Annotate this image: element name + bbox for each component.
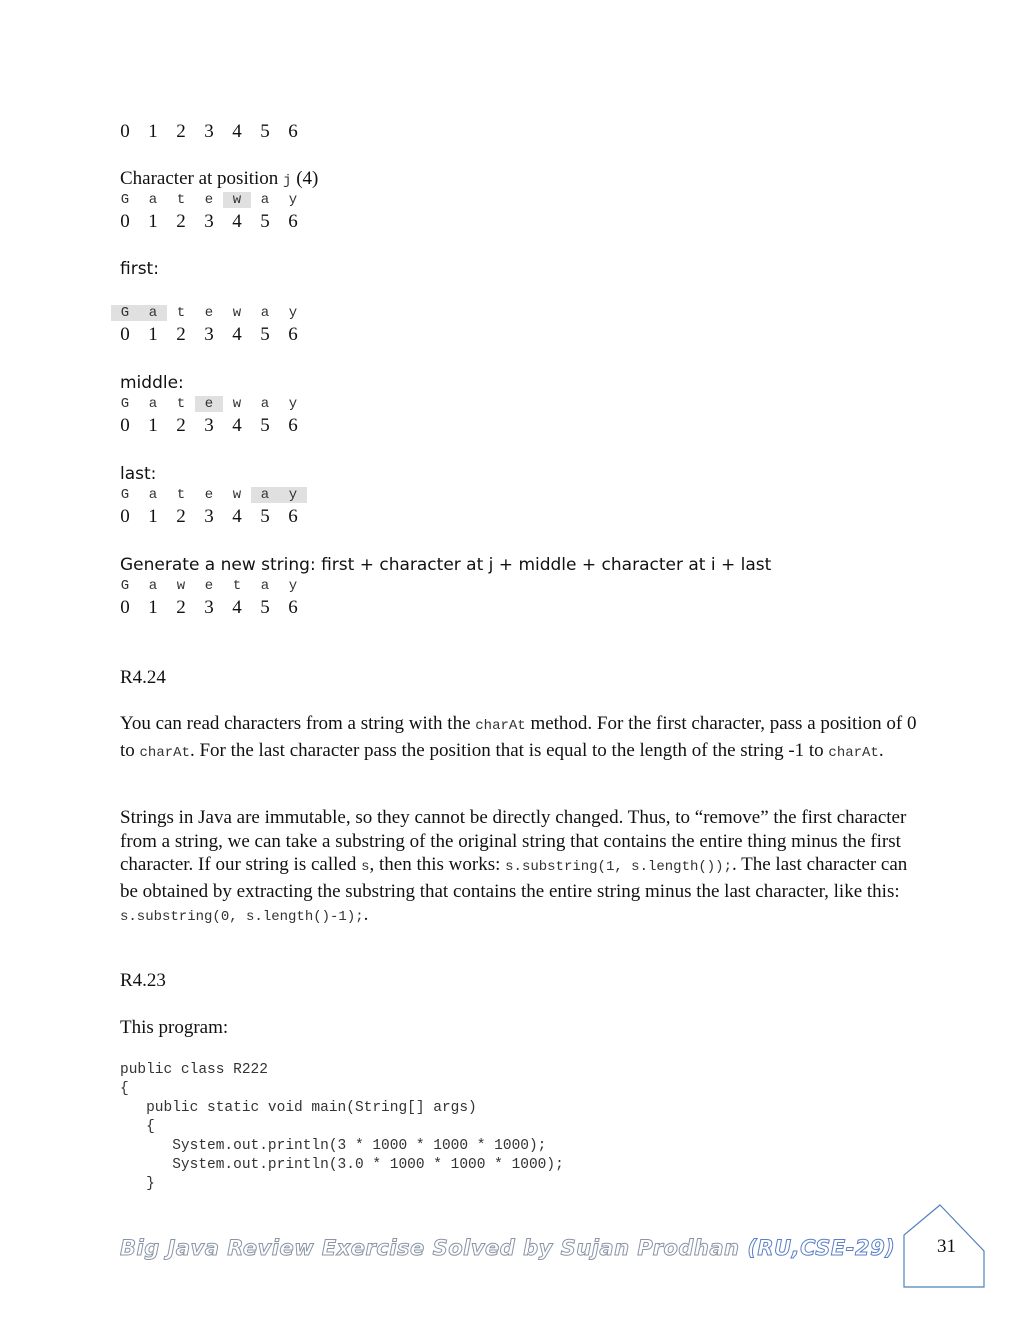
index-digit: 2 — [176, 597, 186, 618]
letter-cell: G — [120, 192, 130, 208]
letter-cell: w — [176, 578, 186, 594]
letter-cell: a — [148, 578, 158, 594]
letter-cell: e — [204, 487, 214, 503]
index-digit: 1 — [148, 415, 158, 436]
letter-cell: y — [288, 305, 298, 321]
letter-cell-highlighted: e — [195, 396, 223, 412]
letter-cell: G — [120, 578, 130, 594]
text: Strings in Java are immutable, so they cannot be directly changed. Thus, to “remove” the first character from a string, we can take a substring of the original string that contains the entire thing minus the first character. If our string is called — [120, 807, 907, 875]
index-digit: 0 — [120, 415, 130, 436]
index-digit: 6 — [288, 121, 298, 142]
index-digit: 3 — [204, 211, 214, 232]
letter-cell: G — [120, 396, 130, 412]
code-inline: s.substring(1, s.length()); — [505, 859, 732, 875]
letter-cell: a — [260, 192, 270, 208]
code-inline: charAt — [828, 744, 879, 761]
index-digit: 0 — [120, 121, 130, 142]
letter-cell: t — [176, 396, 186, 412]
letter-cell: a — [148, 192, 158, 208]
text: You can read characters from a string with the — [120, 713, 476, 734]
index-digit: 1 — [148, 324, 158, 345]
code-line: { — [120, 1081, 129, 1097]
index-digit: 4 — [232, 506, 242, 527]
letter-cell: e — [204, 192, 214, 208]
index-digit: 5 — [260, 597, 270, 618]
index-digit: 6 — [288, 506, 298, 527]
letter-cell: a — [148, 487, 158, 503]
generate-label: Generate a new string: first + character at j + middle + character at i + last — [120, 555, 772, 575]
letter-cell-highlighted: w — [223, 192, 251, 208]
index-digit: 5 — [260, 415, 270, 436]
letter-cell-highlighted: G — [111, 305, 139, 321]
index-digit: 5 — [260, 506, 270, 527]
code-j: j — [283, 173, 292, 189]
index-digit: 4 — [232, 324, 242, 345]
index-digit: 1 — [148, 506, 158, 527]
paragraph-substring — [120, 806, 910, 930]
letter-cell: t — [176, 487, 186, 503]
last-label: last: — [120, 464, 157, 484]
index-digit: 5 — [260, 121, 270, 142]
index-digit: 2 — [176, 211, 186, 232]
code-inline: s — [361, 859, 370, 875]
index-digit: 4 — [232, 121, 242, 142]
letter-cell: a — [260, 305, 270, 321]
index-digit: 0 — [120, 211, 130, 232]
label-text: Character at position — [120, 168, 284, 189]
index-digit: 3 — [204, 415, 214, 436]
code-line: public static void main(String[] args) — [120, 1100, 477, 1116]
letter-cell: y — [288, 396, 298, 412]
section-heading-r423: R4.23 — [120, 970, 166, 991]
letter-cell: a — [260, 396, 270, 412]
text: . The last character can be obtained by extracting the substring that contains the entire string minus the last character, like this: — [120, 854, 908, 902]
index-digit: 0 — [120, 597, 130, 618]
letter-cell: e — [204, 578, 214, 594]
index-digit: 4 — [232, 597, 242, 618]
index-digit: 2 — [176, 415, 186, 436]
letter-cell-highlighted: y — [279, 487, 307, 503]
letter-cell-highlighted: a — [251, 487, 279, 503]
index-digit: 6 — [288, 415, 298, 436]
section-heading-r424: R4.24 — [120, 667, 166, 688]
index-digit: 3 — [204, 121, 214, 142]
page-number: 31 — [937, 1236, 956, 1257]
text: . — [878, 739, 884, 761]
code-inline: charAt — [139, 744, 190, 761]
code-inline: charAt — [475, 718, 526, 734]
letter-cell: a — [148, 396, 158, 412]
code-inline: s.substring(0, s.length()-1); — [120, 909, 364, 925]
index-digit: 6 — [288, 324, 298, 345]
index-digit: 6 — [288, 211, 298, 232]
code-line: { — [120, 1119, 155, 1135]
index-digit: 1 — [148, 211, 158, 232]
letter-cell: w — [232, 487, 242, 503]
letter-cell: t — [232, 578, 242, 594]
code-line: System.out.println(3.0 * 1000 * 1000 * 1000); — [120, 1157, 564, 1173]
letter-cell: w — [232, 305, 242, 321]
code-block — [120, 1061, 564, 1194]
text: . — [363, 904, 369, 925]
letter-cell: y — [288, 578, 298, 594]
index-digit: 6 — [288, 597, 298, 618]
index-digit: 1 — [148, 597, 158, 618]
middle-label: middle: — [120, 373, 184, 393]
index-digit: 4 — [232, 415, 242, 436]
code-line: System.out.println(3 * 1000 * 1000 * 1000); — [120, 1138, 547, 1154]
index-digit: 3 — [204, 324, 214, 345]
index-digit: 3 — [204, 506, 214, 527]
char-at-j-label — [120, 168, 318, 190]
index-digit: 2 — [176, 506, 186, 527]
code-line: } — [120, 1176, 155, 1192]
code-line: public class R222 — [120, 1062, 268, 1078]
index-digit: 4 — [232, 211, 242, 232]
program-intro: This program: — [120, 1017, 229, 1038]
index-digit: 5 — [260, 324, 270, 345]
index-digit: 0 — [120, 324, 130, 345]
label-text: (4) — [291, 168, 319, 189]
text: , then this works: — [369, 854, 506, 875]
footer-title — [120, 1236, 895, 1260]
index-digit: 5 — [260, 211, 270, 232]
index-digit: 1 — [148, 121, 158, 142]
index-digit: 0 — [120, 506, 130, 527]
letter-cell: a — [260, 578, 270, 594]
letter-cell: e — [204, 305, 214, 321]
letter-cell-highlighted: a — [139, 305, 167, 321]
letter-cell: w — [232, 396, 242, 412]
letter-cell: t — [176, 305, 186, 321]
first-label: first: — [120, 259, 159, 279]
index-digit: 2 — [176, 121, 186, 142]
paragraph-charat — [120, 712, 920, 765]
text: method. For the first character, pass a position of 0 to — [120, 713, 917, 761]
footer-author-info: (RU,CSE-29) — [747, 1236, 896, 1260]
letter-cell: t — [176, 192, 186, 208]
index-digit: 3 — [204, 597, 214, 618]
footer-text: Big Java Review Exercise Solved by Sujan Prodhan — [120, 1236, 748, 1260]
letter-cell: G — [120, 487, 130, 503]
text: . For the last character pass the position that is equal to the length of the string -1 to — [189, 739, 829, 761]
index-digit: 2 — [176, 324, 186, 345]
letter-cell: y — [288, 192, 298, 208]
